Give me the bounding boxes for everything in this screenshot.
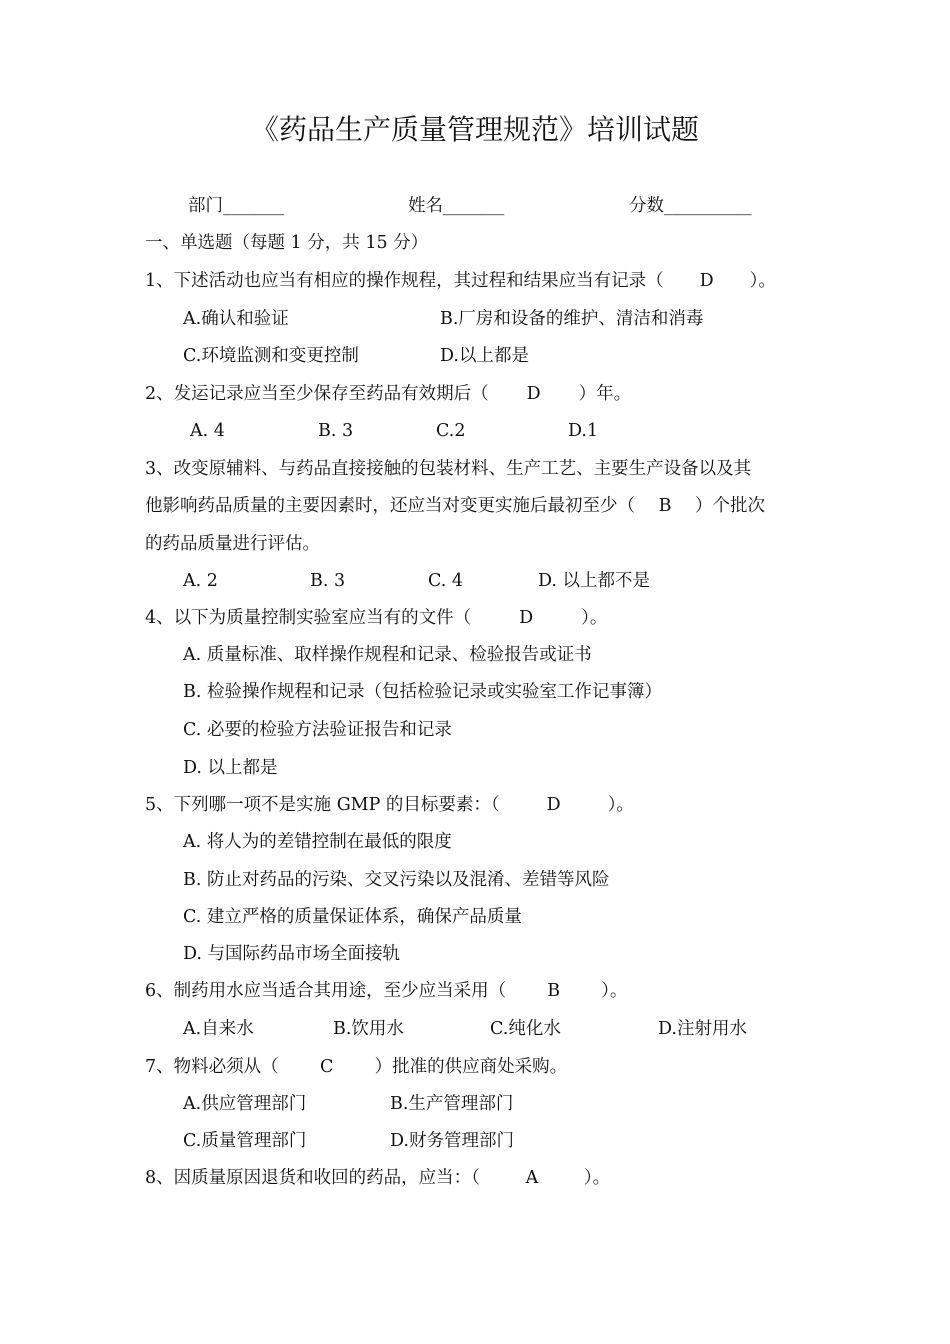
department-field: 部门_______ (188, 196, 285, 216)
option: C.质量管理部门 (183, 1131, 307, 1151)
page-title: 《药品生产质量管理规范》培训试题 (250, 113, 699, 146)
option: C. 4 (428, 571, 464, 591)
option: B. 检验操作规程和记录（包括检验记录或实验室工作记事簿） (183, 682, 662, 702)
question-1 (145, 273, 776, 291)
option: A. 2 (183, 571, 218, 591)
option: C.2 (436, 421, 466, 441)
answer: A (525, 1168, 539, 1188)
option: B. 3 (310, 571, 346, 591)
question-7 (145, 1059, 567, 1077)
option: B.饮用水 (333, 1019, 404, 1039)
question-suffix: ）年。 (578, 384, 632, 404)
option: A. 将人为的差错控制在最低的限度 (183, 832, 452, 852)
option: A. 质量标准、取样操作规程和记录、检验报告或证书 (183, 645, 592, 665)
option: D. 与国际药品市场全面接轨 (183, 944, 401, 964)
question-stem: 6、制药用水应当适合其用途，至少应当采用（ (145, 981, 507, 1001)
answer: D (546, 795, 561, 815)
question-suffix: ）。 (749, 271, 776, 291)
answer: D (526, 384, 541, 404)
option: A.确认和验证 (183, 309, 289, 329)
question-stem: 5、下列哪一项不是实施 GMP 的目标要素：（ (145, 795, 500, 815)
question-8 (145, 1170, 610, 1188)
option: A. 4 (190, 421, 225, 441)
question-suffix: ）个批次 (695, 496, 765, 516)
option: B. 防止对药品的污染、交叉污染以及混淆、差错等风险 (183, 870, 610, 890)
option: D.1 (568, 421, 599, 441)
question-suffix: ）。 (601, 981, 628, 1001)
question-stem: 1、下述活动也应当有相应的操作规程，其过程和结果应当有记录（ (145, 271, 664, 291)
option: B. 3 (318, 421, 354, 441)
answer: B (658, 496, 672, 516)
question-3-line-3: 的药品质量进行评估。 (145, 534, 320, 554)
option: A.供应管理部门 (183, 1094, 307, 1114)
option: B.生产管理部门 (390, 1094, 514, 1114)
question-3: 3、改变原辅料、与药品直接接触的包装材料、生产工艺、主要生产设备以及其 (145, 459, 752, 479)
option: D. 以上都是 (183, 758, 278, 778)
question-suffix: ）批准的供应商处采购。 (374, 1057, 568, 1077)
option: A.自来水 (183, 1019, 254, 1039)
question-stem: 2、发运记录应当至少保存至药品有效期后（ (145, 384, 489, 404)
question-suffix: ）。 (607, 795, 634, 815)
question-stem: 8、因质量原因退货和收回的药品，应当：（ (145, 1168, 480, 1188)
score-field: 分数__________ (629, 196, 752, 216)
answer: C (319, 1057, 334, 1077)
question-3-line-2 (145, 498, 765, 516)
option: B.厂房和设备的维护、清洁和消毒 (440, 309, 704, 329)
option: C. 建立严格的质量保证体系，确保产品质量 (183, 907, 522, 927)
option: D. 以上都不是 (538, 571, 651, 591)
question-suffix: ）。 (583, 1168, 611, 1188)
question-2 (145, 386, 631, 404)
answer: B (547, 981, 561, 1001)
option: D.注射用水 (658, 1019, 747, 1039)
option: C.环境监测和变更控制 (183, 346, 359, 366)
question-stem: 7、物料必须从（ (145, 1057, 279, 1077)
question-5 (145, 797, 634, 815)
answer: D (699, 271, 714, 291)
name-field: 姓名_______ (408, 196, 505, 216)
option: C.纯化水 (490, 1019, 561, 1039)
section-heading: 一、单选题（每题 1 分，共 15 分） (145, 233, 429, 253)
question-4 (145, 610, 607, 628)
question-suffix: ）。 (581, 608, 608, 628)
question-6 (145, 983, 627, 1001)
question-stem: 他影响药品质量的主要因素时，还应当对变更实施后最初至少（ (145, 496, 635, 516)
question-stem: 4、以下为质量控制实验室应当有的文件（ (145, 608, 472, 628)
option: D.以上都是 (440, 346, 529, 366)
answer: D (519, 608, 534, 628)
option: D.财务管理部门 (390, 1131, 514, 1151)
option: C. 必要的检验方法验证报告和记录 (183, 720, 452, 740)
